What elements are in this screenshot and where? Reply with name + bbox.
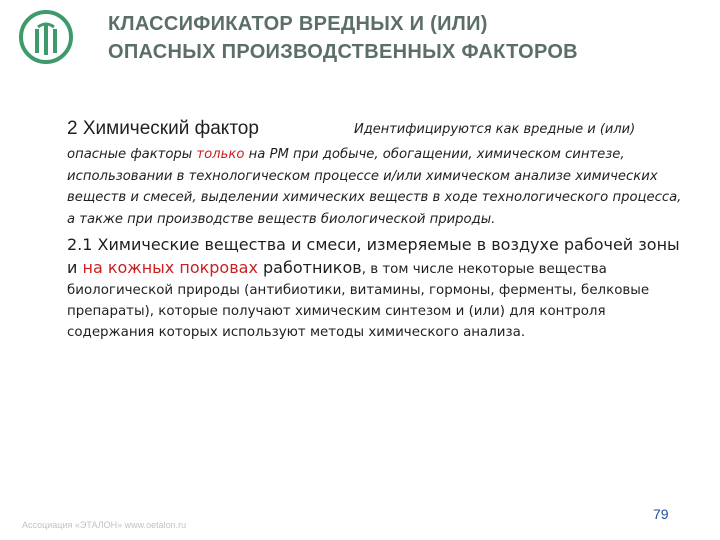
section-2-1-lead: 2.1 Химические вещества и смеси, измеряемые в воздухе рабочей зоны и [67,235,680,277]
slide-title [108,10,708,66]
slide-content [67,118,692,343]
section-2-emphasis: только [196,147,245,162]
title-line-2: ОПАСНЫХ ПРОИЗВОДСТВЕННЫХ ФАКТОРОВ [108,41,578,63]
section-2-1-lead-2: работников [257,258,362,277]
section-2-text-a: опасные факторы [67,147,197,162]
section-2-text-b: на РМ при добыче, обогащении, химическом синтезе, использовании в технологическом процессе и/или химическом анализе химических веществ и смесей, выделении химических веществ в ходе технологического процесса, а также при производстве веществ биологической природы. [67,147,682,227]
section-2-identify-text: Идентифицируются как вредные и (или) [354,122,636,137]
section-2-body [67,144,692,230]
etalon-logo-icon [18,9,74,65]
title-line-1: КЛАССИФИКАТОР ВРЕДНЫХ И (ИЛИ) [108,13,488,35]
section-2-heading-row [67,118,692,144]
section-2-1-emphasis: на кожных покровах [82,258,258,277]
section-2-heading: 2 Химический фактор [67,118,259,139]
footer-text: Ассоциация «ЭТАЛОН» www.oetalon.ru [22,520,187,530]
section-2-1-body [67,234,692,343]
page-number: 79 [653,506,669,522]
section-2-1-rest: , в том числе некоторые вещества биологической природы (антибиотики, витамины, гормоны, ферменты, белковые препараты), которые получают химическим синтезом и (или) для контроля содержания которых используют методы химического анализа. [67,262,650,340]
